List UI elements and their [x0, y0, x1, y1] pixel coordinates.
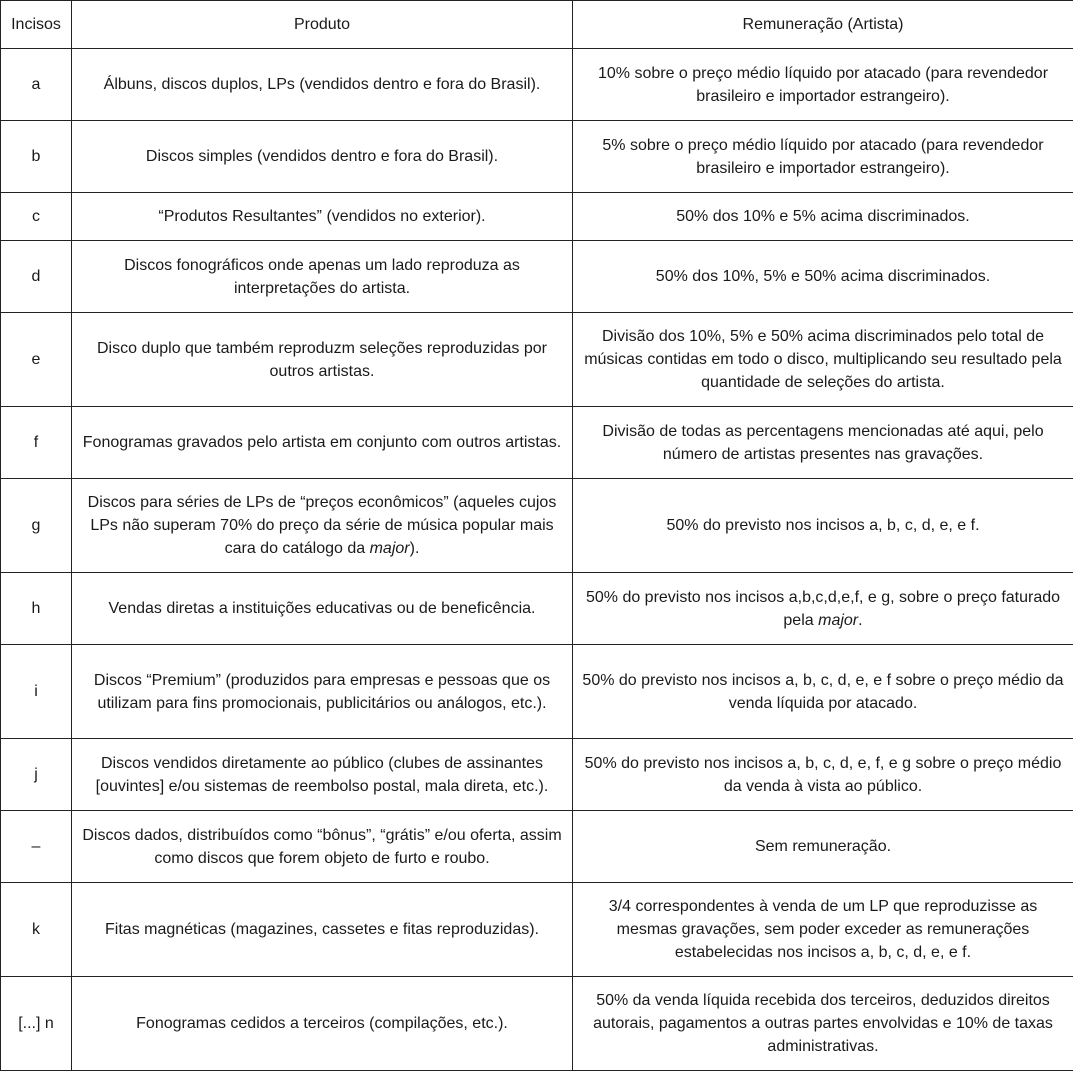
table-row: [1, 121, 1073, 193]
inciso-cell: –: [1, 811, 72, 883]
table-row: [1, 193, 1073, 241]
header-remuneracao: Remuneração (Artista): [573, 1, 1073, 49]
table-row: [1, 407, 1073, 479]
produto-cell: Fonogramas cedidos a terceiros (compilações, etc.).: [72, 977, 573, 1071]
produto-cell: Discos vendidos diretamente ao público (clubes de assinantes [ouvintes] e/ou sistemas de reembolso postal, mala direta, etc.).: [72, 739, 573, 811]
remuneracao-cell: 3/4 correspondentes à venda de um LP que reproduzisse as mesmas gravações, sem poder exceder as remunerações estabelecidas nos incisos a, b, c, d, e, e f.: [573, 883, 1073, 977]
remuneracao-cell: [573, 573, 1073, 645]
produto-cell: Discos dados, distribuídos como “bônus”, “grátis” e/ou oferta, assim como discos que forem objeto de furto e roubo.: [72, 811, 573, 883]
produto-cell: Discos “Premium” (produzidos para empresas e pessoas que os utilizam para fins promocionais, publicitários ou análogos, etc.).: [72, 645, 573, 739]
inciso-cell: [...] n: [1, 977, 72, 1071]
inciso-cell: h: [1, 573, 72, 645]
inciso-cell: c: [1, 193, 72, 241]
produto-cell: Vendas diretas a instituições educativas ou de beneficência.: [72, 573, 573, 645]
produto-cell: Álbuns, discos duplos, LPs (vendidos dentro e fora do Brasil).: [72, 49, 573, 121]
table-row: [1, 811, 1073, 883]
remuneracao-cell: 50% dos 10% e 5% acima discriminados.: [573, 193, 1073, 241]
header-produto: Produto: [72, 1, 573, 49]
inciso-cell: b: [1, 121, 72, 193]
remuneracao-cell: 10% sobre o preço médio líquido por atacado (para revendedor brasileiro e importador estrangeiro).: [573, 49, 1073, 121]
header-incisos: Incisos: [1, 1, 72, 49]
produto-text: Discos para séries de LPs de “preços econômicos” (aqueles cujos LPs não superam 70% do preço da série de música popular mais cara do catálogo da: [88, 494, 557, 557]
table-row: [1, 479, 1073, 573]
remuneracao-cell: 50% do previsto nos incisos a, b, c, d, e, e f sobre o preço médio da venda líquida por atacado.: [573, 645, 1073, 739]
table-row: [1, 883, 1073, 977]
inciso-cell: i: [1, 645, 72, 739]
inciso-cell: a: [1, 49, 72, 121]
produto-text-end: ).: [410, 540, 420, 557]
remuneracao-emphasis: major: [818, 612, 858, 629]
table-row: [1, 977, 1073, 1071]
remuneracao-cell: Sem remuneração.: [573, 811, 1073, 883]
produto-cell: Disco duplo que também reproduzm seleções reproduzidas por outros artistas.: [72, 313, 573, 407]
inciso-cell: g: [1, 479, 72, 573]
remuneracao-text: 50% do previsto nos incisos a,b,c,d,e,f, e g, sobre o preço faturado pela: [586, 589, 1060, 629]
produto-cell: “Produtos Resultantes” (vendidos no exterior).: [72, 193, 573, 241]
remuneracao-cell: 50% da venda líquida recebida dos terceiros, deduzidos direitos autorais, pagamentos a outras partes envolvidas e 10% de taxas administrativas.: [573, 977, 1073, 1071]
table-row: [1, 573, 1073, 645]
inciso-cell: j: [1, 739, 72, 811]
table-row: [1, 49, 1073, 121]
remuneracao-cell: 50% dos 10%, 5% e 50% acima discriminados.: [573, 241, 1073, 313]
remuneracao-cell: 50% do previsto nos incisos a, b, c, d, e, f, e g sobre o preço médio da venda à vista ao público.: [573, 739, 1073, 811]
produto-cell: Discos simples (vendidos dentro e fora do Brasil).: [72, 121, 573, 193]
table-row: [1, 313, 1073, 407]
inciso-cell: f: [1, 407, 72, 479]
inciso-cell: k: [1, 883, 72, 977]
table-row: [1, 739, 1073, 811]
remuneracao-cell: 5% sobre o preço médio líquido por atacado (para revendedor brasileiro e importador estrangeiro).: [573, 121, 1073, 193]
table-row: [1, 645, 1073, 739]
table-header-row: [1, 1, 1073, 49]
table-row: [1, 241, 1073, 313]
remuneracao-text-end: .: [858, 612, 862, 629]
produto-cell: [72, 479, 573, 573]
produto-emphasis: major: [370, 540, 410, 557]
remuneracao-cell: 50% do previsto nos incisos a, b, c, d, e, e f.: [573, 479, 1073, 573]
inciso-cell: d: [1, 241, 72, 313]
produto-cell: Discos fonográficos onde apenas um lado reproduza as interpretações do artista.: [72, 241, 573, 313]
remuneracao-cell: Divisão dos 10%, 5% e 50% acima discriminados pelo total de músicas contidas em todo o disco, multiplicando seu resultado pela quantidade de seleções do artista.: [573, 313, 1073, 407]
inciso-cell: e: [1, 313, 72, 407]
remuneracao-cell: Divisão de todas as percentagens mencionadas até aqui, pelo número de artistas presentes nas gravações.: [573, 407, 1073, 479]
produto-cell: Fonogramas gravados pelo artista em conjunto com outros artistas.: [72, 407, 573, 479]
produto-cell: Fitas magnéticas (magazines, cassetes e fitas reproduzidas).: [72, 883, 573, 977]
